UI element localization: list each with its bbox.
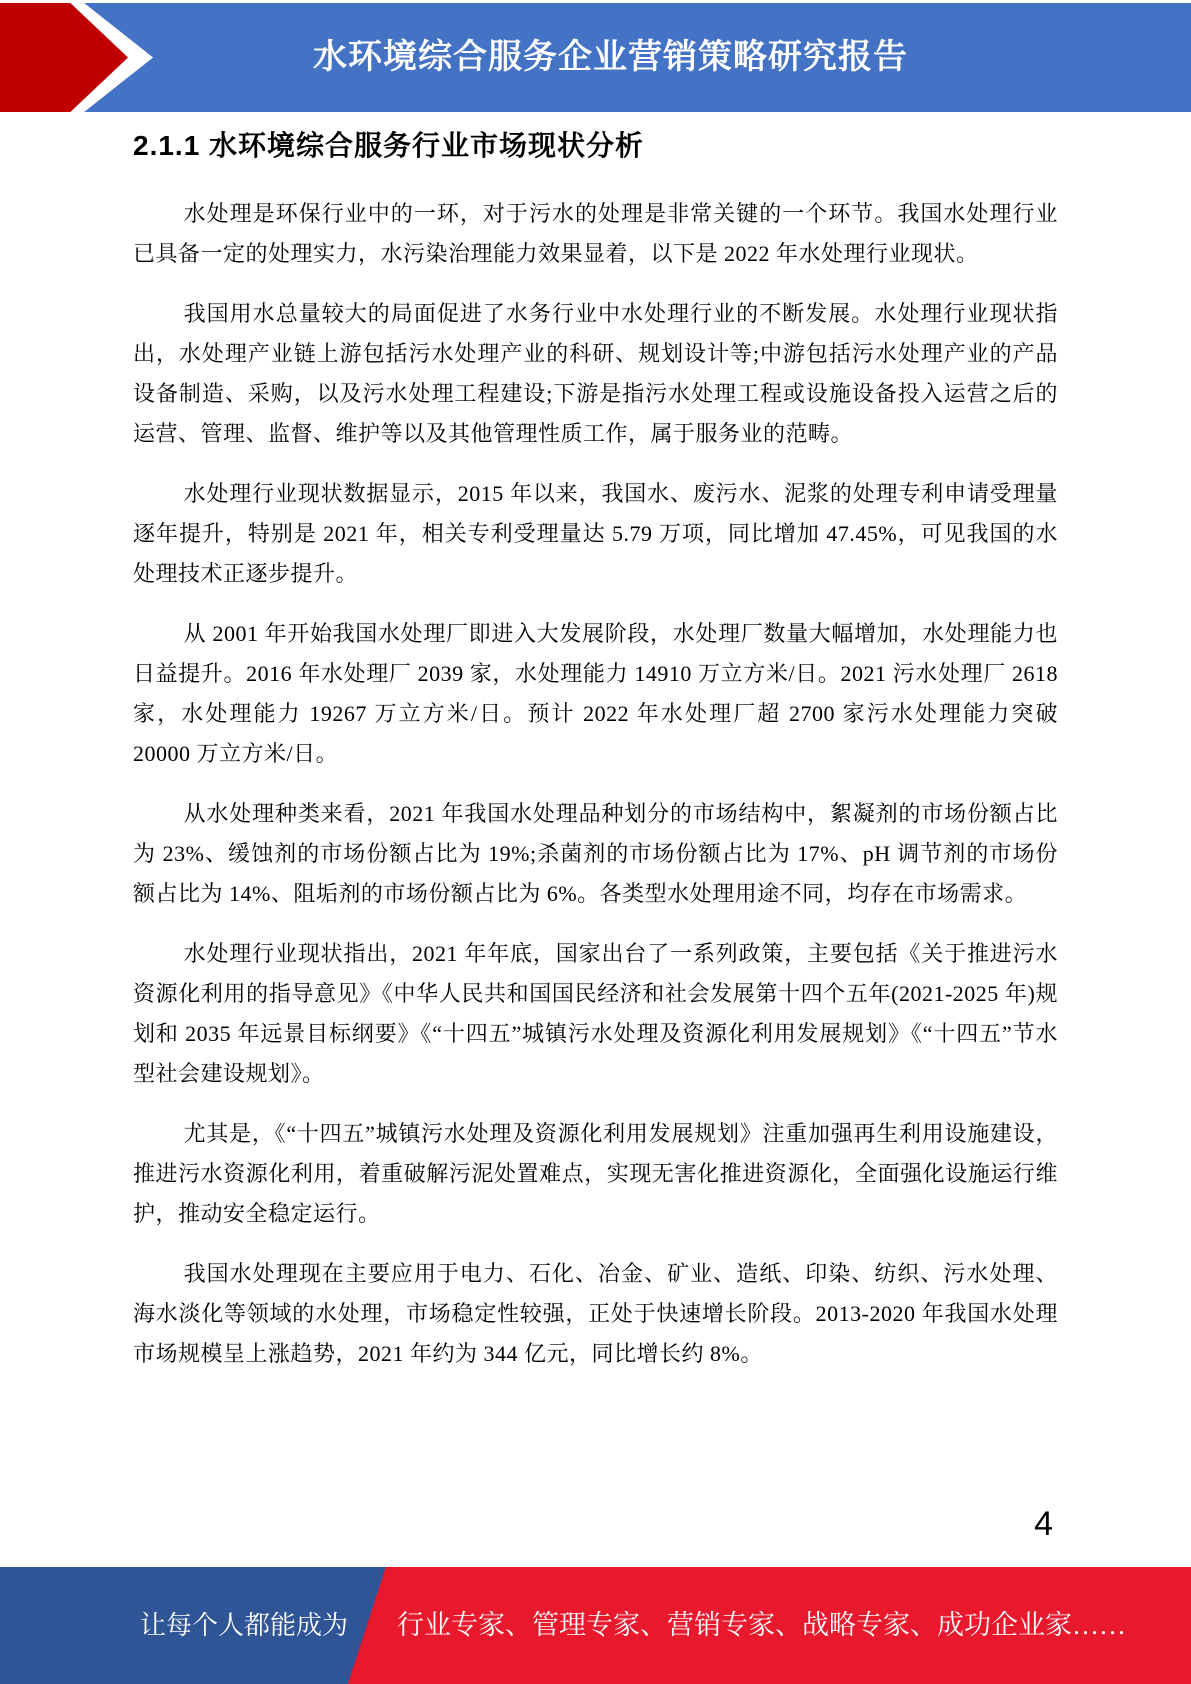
page-number: 4 xyxy=(1034,1505,1053,1543)
report-header-band xyxy=(0,3,1191,112)
body-paragraph: 水处理行业现状数据显示，2015 年以来，我国水、废污水、泥浆的处理专利申请受理量逐年提升，特别是 2021 年，相关专利受理量达 5.79 万项，同比增加 47.45%，可见我国的水处理技术正逐步提升。 xyxy=(133,481,1058,586)
footer-slogan-left: 让每个人都能成为 xyxy=(140,1611,349,1640)
body-paragraph: 从 2001 年开始我国水处理厂即进入大发展阶段，水处理厂数量大幅增加，水处理能力也日益提升。2016 年水处理厂 2039 家，水处理能力 14910 万立方米/日。2021 污水处理厂 2618 家，水处理能力 19267 万立方米/日。预计 2022 年水处理厂超 2700 家污水处理能力突破 20000 万立方米/日。 xyxy=(133,621,1058,766)
paragraph-list xyxy=(133,194,1058,1374)
document-body xyxy=(133,124,1058,1394)
body-paragraph: 尤其是，《“十四五”城镇污水处理及资源化利用发展规划》注重加强再生利用设施建设，推进污水资源化利用，着重破解污泥处置难点，实现无害化推进资源化，全面强化设施运行维护，推动安全稳定运行。 xyxy=(133,1121,1058,1226)
body-paragraph: 水处理行业现状指出，2021 年年底，国家出台了一系列政策，主要包括《关于推进污水资源化利用的指导意见》《中华人民共和国国民经济和社会发展第十四个五年(2021-2025 年)规划和 2035 年远景目标纲要》《“十四五”城镇污水处理及资源化利用发展规划》《“十四五”节水型社会建设规划》。 xyxy=(133,941,1058,1086)
body-paragraph: 我国用水总量较大的局面促进了水务行业中水处理行业的不断发展。水处理行业现状指出，水处理产业链上游包括污水处理产业的科研、规划设计等;中游包括污水处理产业的产品设备制造、采购，以及污水处理工程建设;下游是指污水处理工程或设施设备投入运营之后的运营、管理、监督、维护等以及其他管理性质工作，属于服务业的范畴。 xyxy=(133,301,1058,446)
footer-slogan-right: 行业专家、管理专家、营销专家、战略专家、成功企业家…… xyxy=(397,1610,1126,1640)
arrow-right-icon xyxy=(0,3,128,112)
body-paragraph: 我国水处理现在主要应用于电力、石化、冶金、矿业、造纸、印染、纺织、污水处理、海水淡化等领域的水处理，市场稳定性较强，正处于快速增长阶段。2013-2020 年我国水处理市场规模呈上涨趋势，2021 年约为 344 亿元，同比增长约 8%。 xyxy=(133,1261,1058,1366)
report-footer-band xyxy=(0,1567,1191,1684)
body-paragraph: 从水处理种类来看，2021 年我国水处理品种划分的市场结构中，絮凝剂的市场份额占比为 23%、缓蚀剂的市场份额占比为 19%;杀菌剂的市场份额占比为 17%、pH 调节剂的市场份额占比为 14%、阻垢剂的市场份额占比为 6%。各类型水处理用途不同，均存在市场需求。 xyxy=(133,801,1058,906)
section-heading: 2.1.1 水环境综合服务行业市场现状分析 xyxy=(133,130,645,161)
body-paragraph: 水处理是环保行业中的一环，对于污水的处理是非常关键的一个环节。我国水处理行业已具备一定的处理实力，水污染治理能力效果显着，以下是 2022 年水处理行业现状。 xyxy=(133,201,1058,266)
report-title: 水环境综合服务企业营销策略研究报告 xyxy=(313,38,908,76)
